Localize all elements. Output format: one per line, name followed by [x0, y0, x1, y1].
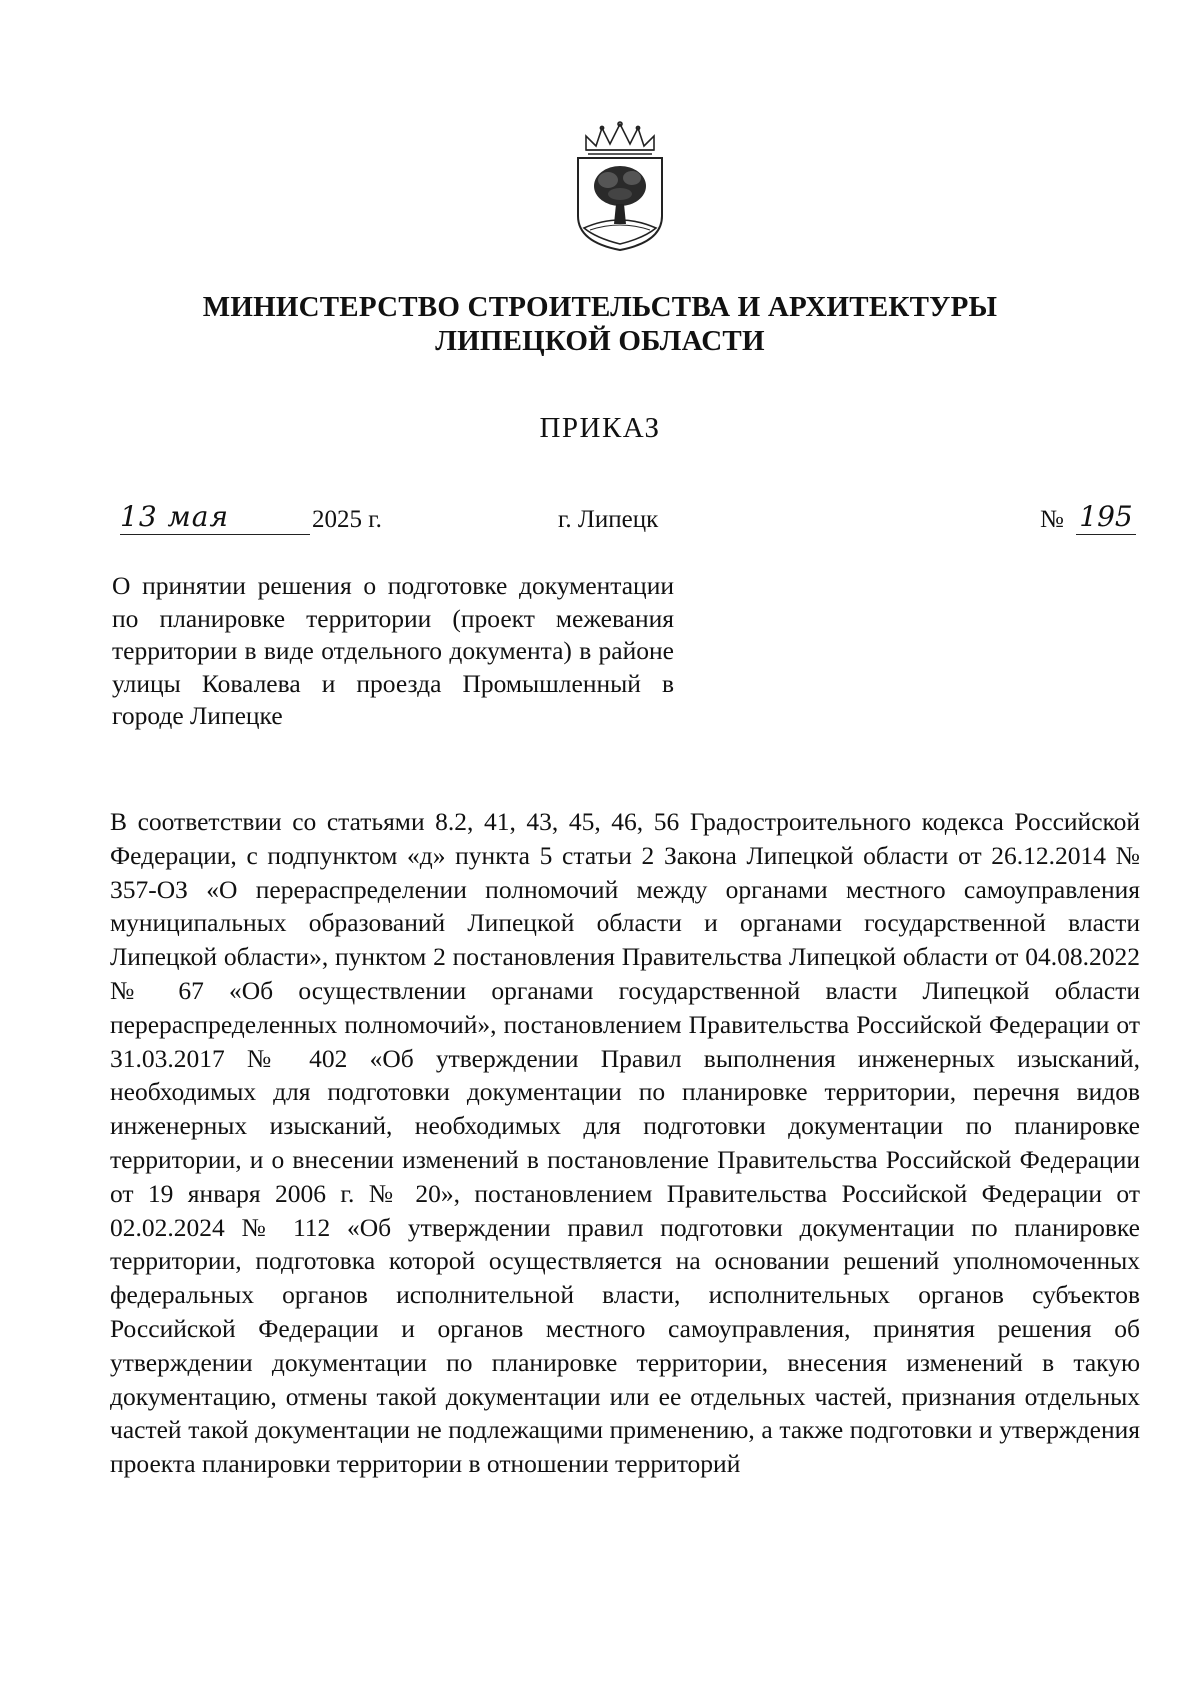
document-type: ПРИКАЗ [539, 412, 661, 444]
date-line [0, 500, 1200, 546]
number-sign: № [1040, 506, 1064, 533]
order-body: В соответствии со статьями 8.2, 41, 43, 45, 46, 56 Градостроительного кодекса Российской Федерации, с подпунктом «д» пункта 5 статьи 2 Закона Липецкой области от 26.12.2014 № 357-ОЗ «О перераспределении полномочий между органами местного самоуправления муниципальных образований Липецкой области и органами государственной власти Липецкой области», пунктом 2 постановления Правительства Липецкой области от 04.08.2022 № 67 «Об осуществлении органами государственной власти Липецкой области перераспределенных полномочий», постановлением Правительства Российской Федерации от 31.03.2017 № 402 «Об утверждении Правил выполнения инженерных изысканий, необходимых для подготовки документации по планировке территории, перечня видов инженерных изысканий, необходимых для подготовки документации по планировке территории, и о внесении изменений в постановление Правительства Российской Федерации от 19 января 2006 г. № 20», постановлением Правительства Российской Федерации от 02.02.2024 № 112 «Об утверждении правил подготовки документации по планировке территории, подготовка которой осуществляется на основании решений уполномоченных федеральных органов исполнительной власти, исполнительных органов субъектов Российской Федерации и органов местного самоуправления, принятия решения об утверждении документации по планировке территории, внесения изменений в такую документацию, отмены такой документации или ее отдельных частей, признания отдельных частей такой документации не подлежащими применению, а также подготовки и утверждения проекта планировки территории в отношении территорий [110, 807, 1140, 1479]
handwritten-date: 13 мая [120, 500, 310, 535]
order-subject: О принятии решения о подготовке документации по планировке территории (проект межевания территории в виде отдельного документа) в районе улицы Ковалева и проезда Промышленный в городе Липецке [112, 571, 674, 730]
organization-name [150, 290, 1050, 358]
coat-of-arms-icon [572, 120, 668, 252]
handwritten-number: 195 [1076, 500, 1136, 535]
org-line-2: ЛИПЕЦКОЙ ОБЛАСТИ [435, 325, 765, 357]
date-year: 2025 г. [312, 506, 382, 533]
org-line-1: МИНИСТЕРСТВО СТРОИТЕЛЬСТВА И АРХИТЕКТУРЫ [202, 291, 998, 323]
city: г. Липецк [558, 506, 659, 533]
